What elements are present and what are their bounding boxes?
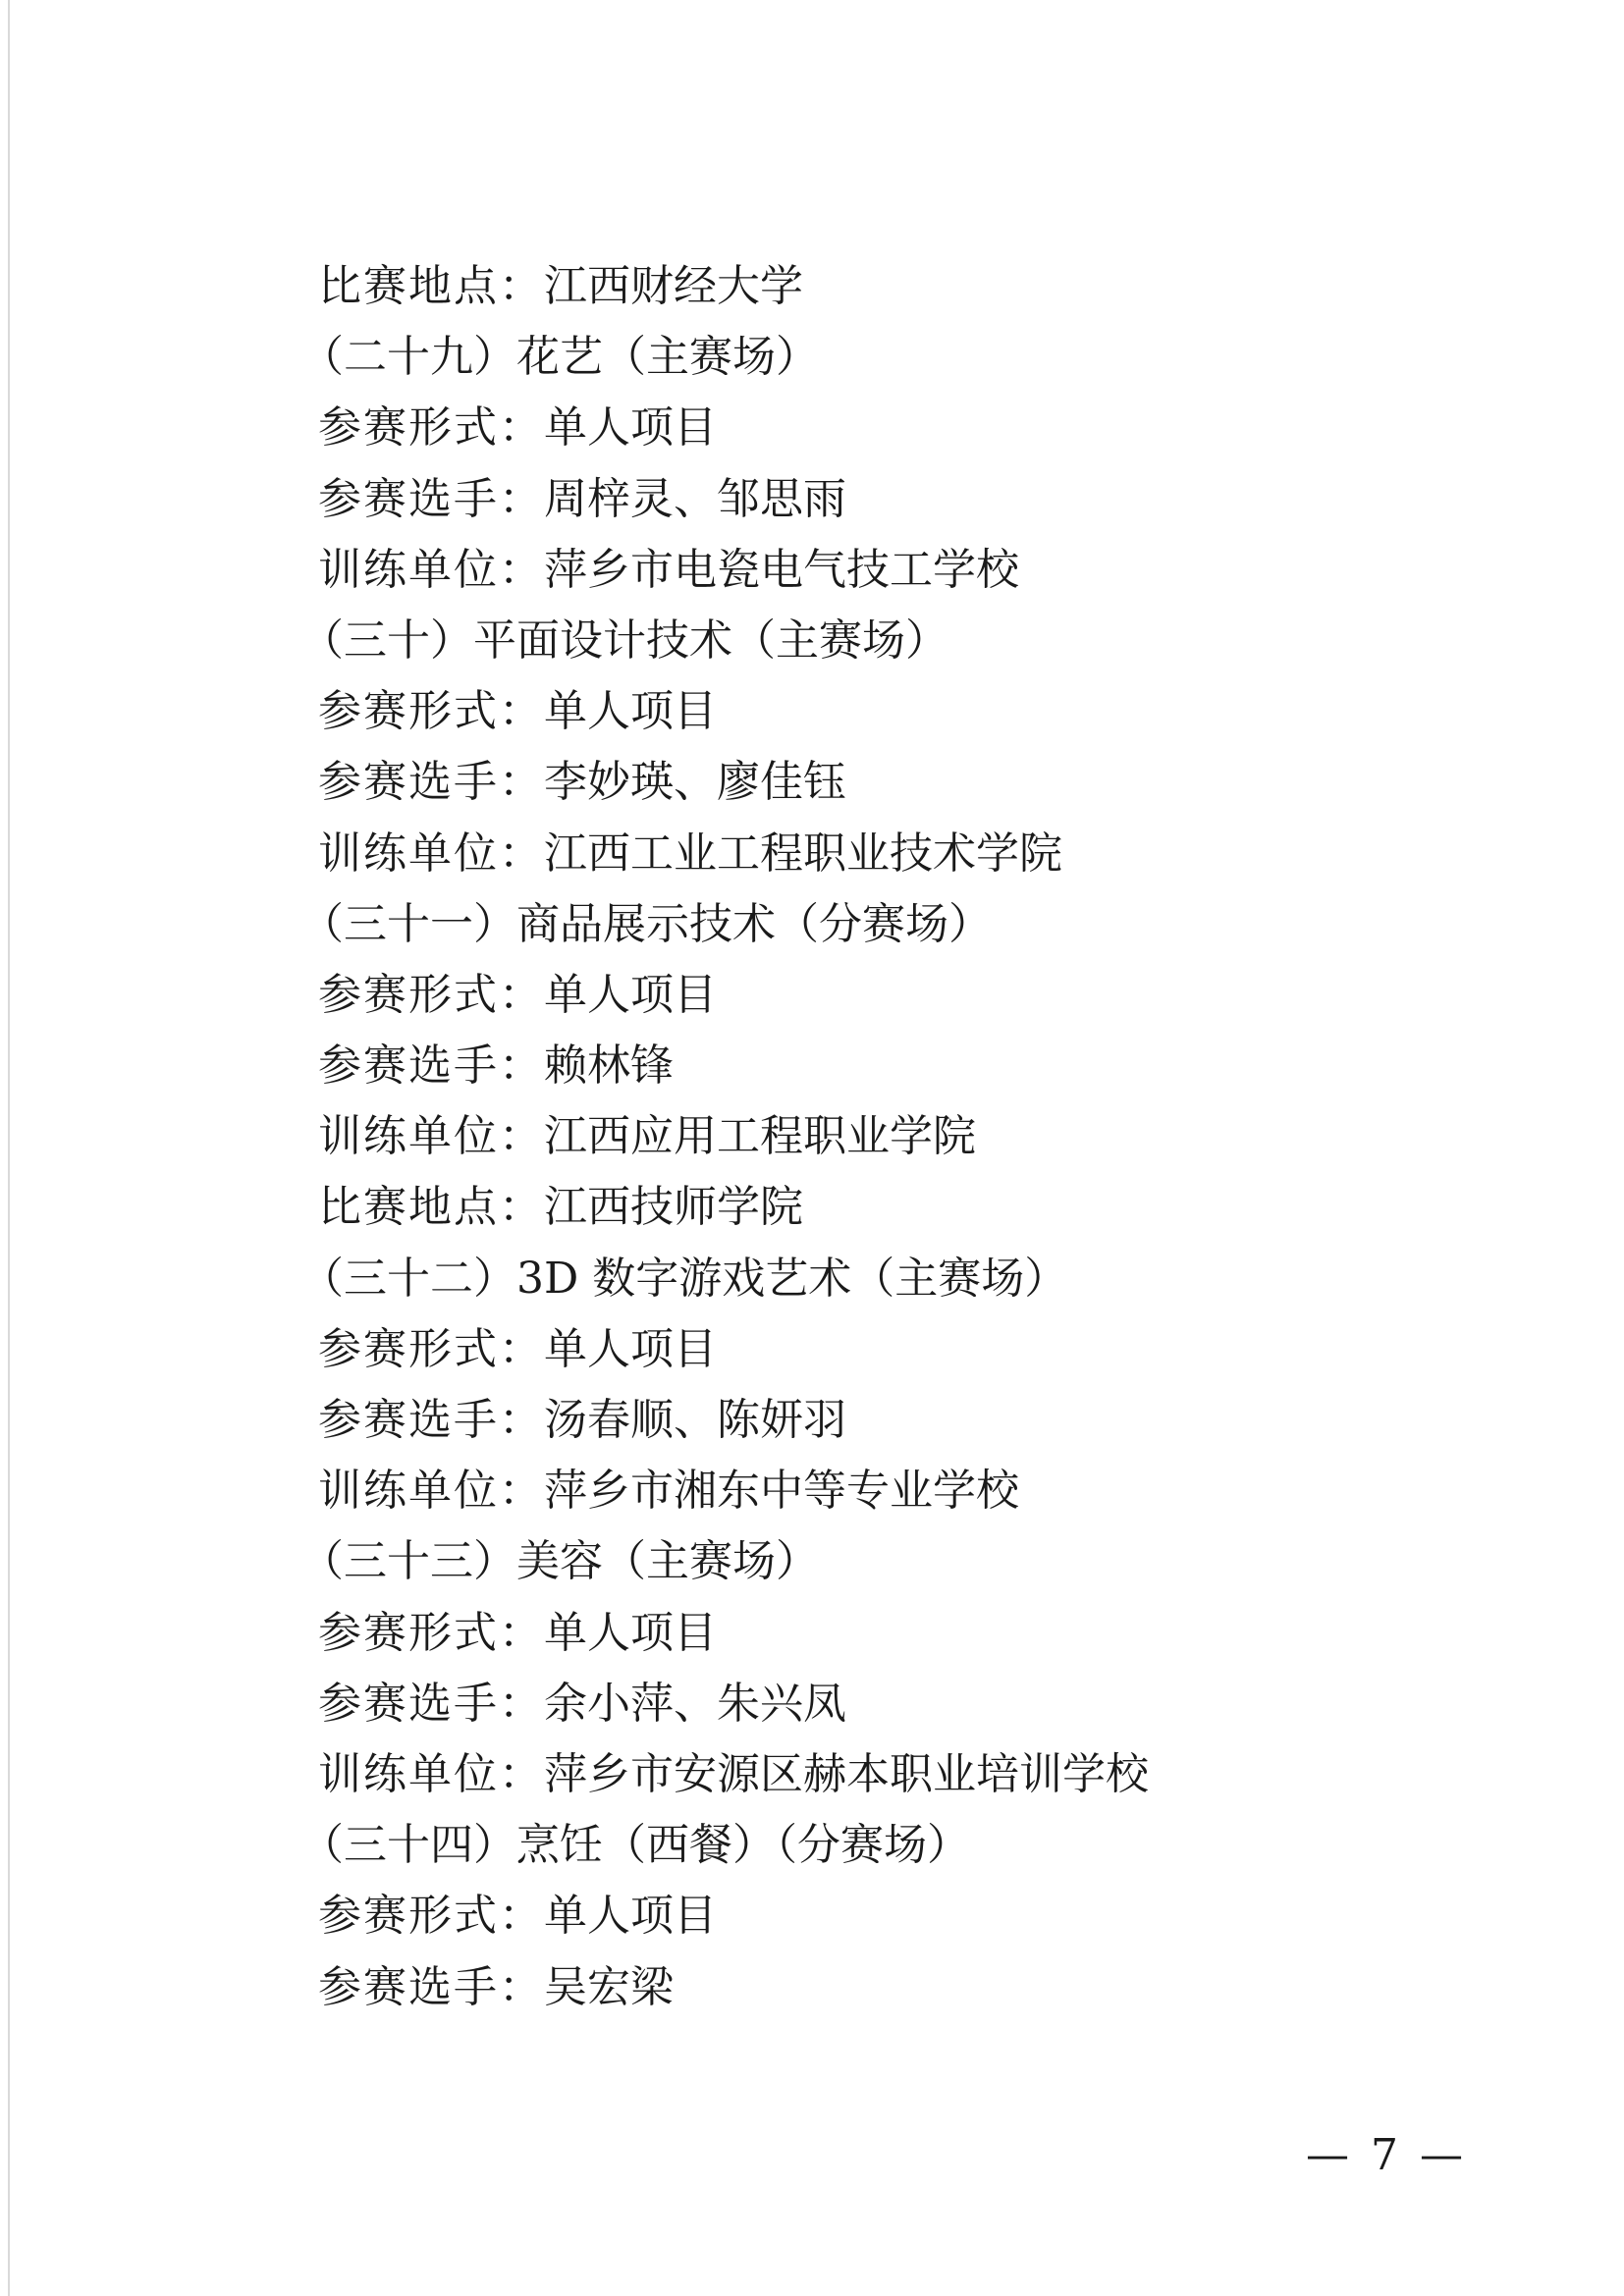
field-value: 江西工业工程职业技术学院 [544, 828, 1062, 879]
field-label: 参赛选手： [318, 1395, 544, 1445]
field-label: 训练单位： [318, 1748, 544, 1799]
field-value: 萍乡市安源区赫本职业培训学校 [544, 1748, 1149, 1799]
field-label: 参赛选手： [318, 1041, 544, 1092]
field-line [304, 1598, 1483, 1669]
field-label: 训练单位： [318, 1466, 544, 1517]
field-line [304, 1101, 1483, 1172]
field-value: 江西技师学院 [544, 1182, 803, 1233]
field-line [304, 1385, 1483, 1456]
field-line [304, 1952, 1483, 2023]
page-number: — 7 — [1306, 2130, 1467, 2180]
document-body [300, 251, 1483, 2023]
field-label: 训练单位： [318, 1111, 544, 1162]
field-line [304, 1314, 1483, 1385]
field-label: 参赛形式： [318, 686, 544, 737]
field-value: 单人项目 [544, 686, 717, 737]
field-label: 参赛形式： [318, 1891, 544, 1942]
field-value: 单人项目 [544, 1323, 717, 1374]
field-label: 参赛选手： [318, 473, 544, 524]
field-label: 训练单位： [318, 828, 544, 879]
field-value: 江西应用工程职业学院 [544, 1111, 976, 1162]
field-label: 参赛形式： [318, 402, 544, 454]
field-value: 单人项目 [544, 402, 717, 454]
field-value: 赖林锋 [544, 1041, 674, 1092]
section-heading: （二十九）花艺（主赛场） [300, 332, 819, 383]
field-value: 单人项目 [544, 969, 717, 1020]
field-value: 萍乡市湘东中等专业学校 [544, 1466, 1019, 1517]
field-value: 周梓灵、邹思雨 [544, 473, 846, 524]
field-value: 吴宏梁 [544, 1961, 674, 2012]
field-line [304, 393, 1483, 463]
field-value: 李妙瑛、廖佳钰 [544, 757, 846, 808]
field-value: 江西财经大学 [544, 261, 803, 311]
field-value: 单人项目 [544, 1891, 717, 1942]
field-line [304, 1031, 1483, 1101]
field-label: 参赛选手： [318, 1961, 544, 2012]
field-line [304, 464, 1483, 535]
section-heading: （三十四）烹饪（西餐）（分赛场） [300, 1820, 970, 1871]
field-label: 参赛选手： [318, 757, 544, 808]
field-line [304, 960, 1483, 1031]
field-line [304, 1172, 1483, 1243]
field-label: 参赛形式： [318, 969, 544, 1020]
field-label: 参赛形式： [318, 1323, 544, 1374]
field-value: 余小萍、朱兴凤 [544, 1678, 846, 1729]
section-heading: （三十三）美容（主赛场） [300, 1536, 819, 1587]
section-heading: （三十二）3D 数字游戏艺术（主赛场） [300, 1253, 1068, 1304]
field-line [304, 676, 1483, 747]
section-heading: （三十一）商品展示技术（分赛场） [300, 898, 992, 949]
field-label: 比赛地点： [318, 261, 544, 311]
field-label: 比赛地点： [318, 1182, 544, 1233]
field-label: 参赛形式： [318, 1607, 544, 1658]
field-line [304, 1739, 1483, 1810]
field-line [304, 1456, 1483, 1526]
scan-left-edge [8, 0, 10, 2296]
field-line [304, 819, 1483, 889]
field-label: 训练单位： [318, 544, 544, 595]
field-value: 萍乡市电瓷电气技工学校 [544, 544, 1019, 595]
field-line [304, 251, 1483, 322]
field-value: 汤春顺、陈妍羽 [544, 1395, 846, 1445]
field-line [304, 535, 1483, 606]
field-line [304, 747, 1483, 818]
field-label: 参赛选手： [318, 1678, 544, 1729]
field-line [304, 1881, 1483, 1951]
field-value: 单人项目 [544, 1607, 717, 1658]
section-heading: （三十）平面设计技术（主赛场） [300, 614, 948, 666]
field-line [304, 1669, 1483, 1739]
